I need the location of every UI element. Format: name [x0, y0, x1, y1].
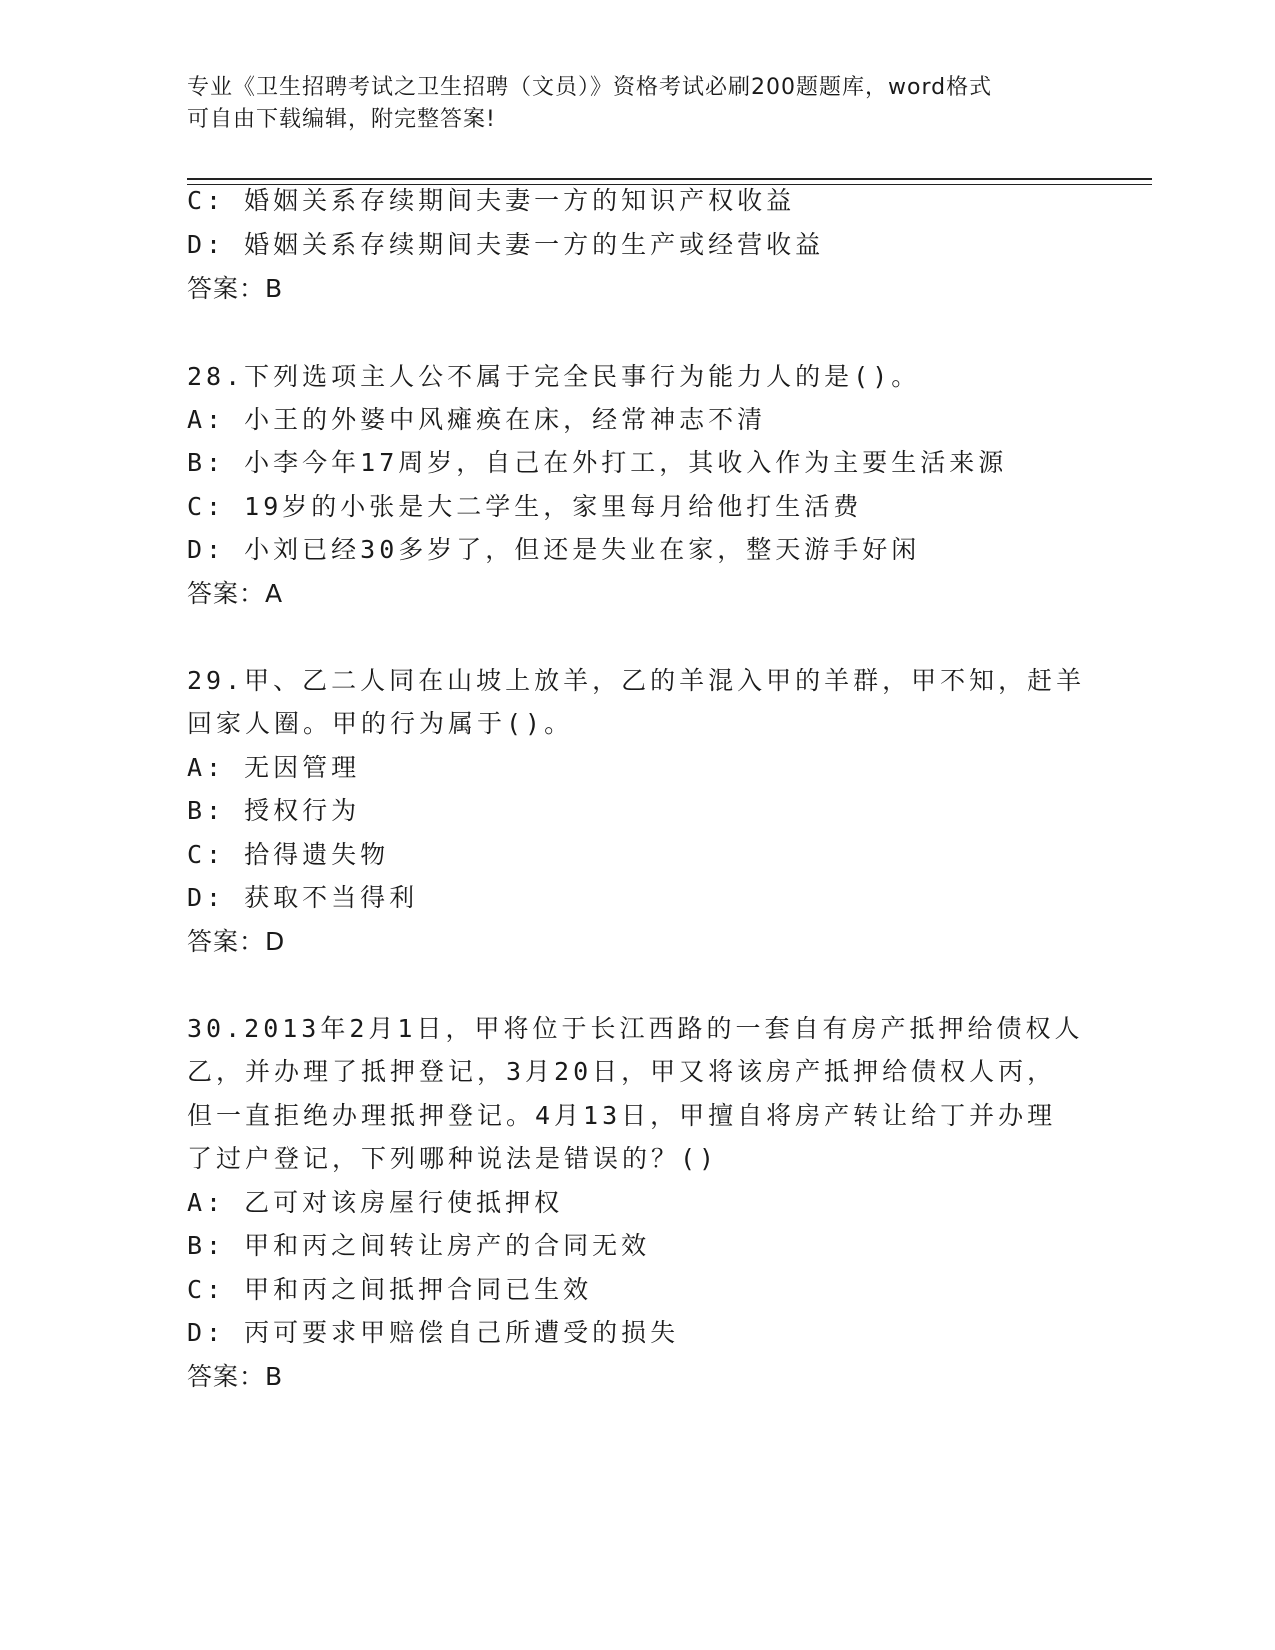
q28-question: 28.下列选项主人公不属于完全民事行为能力人的是()。 — [187, 362, 921, 391]
q28-answer: 答案：A — [187, 579, 284, 608]
q28-option-a: A: 小王的外婆中风瘫痪在床，经常神志不清 — [187, 405, 767, 434]
q29-option-b: B: 授权行为 — [187, 796, 361, 825]
q28-option-c: C: 19岁的小张是大二学生，家里每月给他打生活费 — [187, 492, 863, 521]
q29-question-line-2: 回家人圈。甲的行为属于()。 — [187, 709, 574, 738]
q30-question-line-1: 30.2013年2月1日，甲将位于长江西路的一套自有房产抵押给债权人 — [187, 1014, 1084, 1043]
q28-option-b: B: 小李今年17周岁，自己在外打工，其收入作为主要生活来源 — [187, 448, 1008, 477]
q27-option-d: D: 婚姻关系存续期间夫妻一方的生产或经营收益 — [187, 230, 825, 259]
q30-option-c: C: 甲和丙之间抵押合同已生效 — [187, 1275, 593, 1304]
header-title-line-1: 专业《卫生招聘考试之卫生招聘（文员）》资格考试必刷200题题库，word格式 — [187, 75, 993, 100]
q29-question-line-1: 29.甲、乙二人同在山坡上放羊，乙的羊混入甲的羊群，甲不知，赶羊 — [187, 666, 1086, 695]
q29-option-a: A: 无因管理 — [187, 753, 361, 782]
q28-option-d: D: 小刘已经30多岁了，但还是失业在家，整天游手好闲 — [187, 535, 921, 564]
q30-question-line-2: 乙，并办理了抵押登记，3月20日，甲又将该房产抵押给债权人丙， — [187, 1057, 1057, 1086]
header-title-line-2: 可自由下载编辑，附完整答案! — [187, 107, 496, 132]
document-header — [187, 72, 1087, 136]
q27-answer: 答案：B — [187, 274, 284, 303]
q30-option-d: D: 丙可要求甲赔偿自己所遭受的损失 — [187, 1318, 680, 1347]
q30-question-line-4: 了过户登记，下列哪种说法是错误的？() — [187, 1144, 719, 1173]
q29-answer: 答案：D — [187, 927, 286, 956]
q30-answer: 答案：B — [187, 1362, 284, 1391]
q30-question-line-3: 但一直拒绝办理抵押登记。4月13日，甲擅自将房产转让给丁并办理 — [187, 1101, 1057, 1130]
q30-option-b: B: 甲和丙之间转让房产的合同无效 — [187, 1231, 651, 1260]
q29-option-d: D: 获取不当得利 — [187, 883, 419, 912]
q27-option-c: C: 婚姻关系存续期间夫妻一方的知识产权收益 — [187, 186, 796, 215]
q30-option-a: A: 乙可对该房屋行使抵押权 — [187, 1188, 564, 1217]
q29-option-c: C: 拾得遗失物 — [187, 840, 390, 869]
header-divider-thick — [187, 178, 1152, 180]
